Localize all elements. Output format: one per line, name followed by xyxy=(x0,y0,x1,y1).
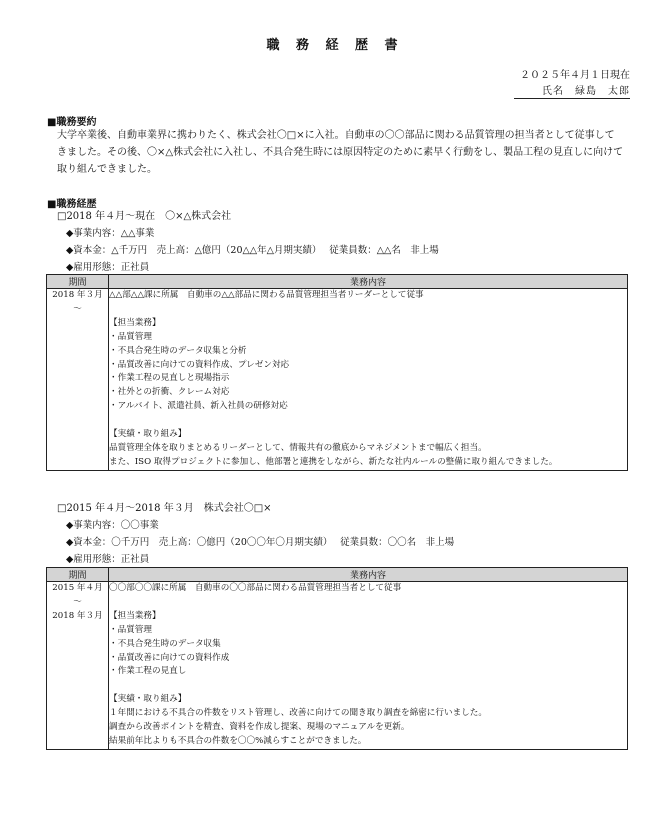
content-line: 〇〇部〇〇課に所属 自動車の〇〇部品に関わる品質管理担当者として従事 xyxy=(109,583,402,593)
content-line: 【実績・取り組み】 xyxy=(109,429,187,440)
content-line: 【担当業務】 xyxy=(109,317,161,328)
document-title: 職 務 経 歴 書 xyxy=(266,38,404,53)
job-business: ◆事業内容：△△事業 xyxy=(66,228,155,239)
period-line: 2018 年３月 xyxy=(52,290,103,300)
content-line: 【実績・取り組み】 xyxy=(109,694,187,705)
job-company: □2018 年４月～現在 〇×△株式会社 xyxy=(57,211,232,222)
period-cell xyxy=(47,289,109,471)
content-cell xyxy=(109,289,628,471)
job-employment: ◆雇用形態：正社員 xyxy=(66,262,150,273)
period-line: 2018 年３月 xyxy=(52,610,103,621)
content-line: また、ISO 取得プロジェクトに参加し、他部署と連携をしながら、新たな社内ルールの整備に取り組んできました。 xyxy=(109,456,558,467)
summary-line: 取り組んできました。 xyxy=(57,164,157,175)
content-cell xyxy=(109,582,628,750)
content-line: △△部△△課に所属 自動車の△△部品に関わる品質管理担当者リーダーとして従事 xyxy=(109,290,424,300)
content-line: ・不具合発生時のデータ収集と分析 xyxy=(109,345,247,356)
content-header: 業務内容 xyxy=(109,275,628,289)
content-line: ・作業工程の見直しと現場指示 xyxy=(109,373,230,384)
content-line xyxy=(109,596,627,610)
content-line: 【担当業務】 xyxy=(109,610,161,621)
summary-line: 大学卒業後、自動車業界に携わりたく、株式会社〇□×に入社。自動車の〇〇部品に関わる品質管理の担当者として従事して xyxy=(57,130,615,141)
summary-text xyxy=(57,127,637,178)
job-capital: ◆資本金：△千万円 売上高：△億円（20△△年△月期実績） 従業員数：△△名 非上場 xyxy=(66,245,439,256)
period-line: ～ xyxy=(73,596,82,607)
content-header: 業務内容 xyxy=(109,568,628,582)
content-line: ・作業工程の見直し xyxy=(109,666,187,677)
content-line: ・アルバイト、派遣社員、新入社員の研修対応 xyxy=(109,401,288,412)
content-line: ・品質管理 xyxy=(109,624,152,635)
content-line: ・社外との折衝、クレーム対応 xyxy=(109,387,230,398)
job-business: ◆事業内容：〇〇事業 xyxy=(66,520,159,531)
content-line: １年間における不具合の件数をリスト管理し、改善に向けての聞き取り調査を綿密に行いました。 xyxy=(109,708,487,719)
summary-heading: ■職務要約 xyxy=(47,117,97,128)
table-header-row xyxy=(47,568,628,582)
job-employment: ◆雇用形態：正社員 xyxy=(66,554,150,565)
job-table xyxy=(46,274,628,471)
job-table xyxy=(46,567,628,750)
content-line: 調査から改善ポイントを精査、資料を作成し提案、現場のマニュアルを更新。 xyxy=(109,722,410,733)
content-line: ・品質改善に向けての資料作成、プレゼン対応 xyxy=(109,359,290,370)
content-line xyxy=(109,414,627,428)
period-cell xyxy=(47,582,109,750)
table-row xyxy=(47,289,628,471)
table-row xyxy=(47,582,628,750)
summary-line: きました。その後、〇×△株式会社に入社し、不具合発生時には原因特定のために素早く行動をし、製品工程の見直しに向けて xyxy=(57,147,624,158)
content-line: 結果前年比よりも不具合の件数を〇〇%減らすことができました。 xyxy=(109,735,367,746)
history-heading: ■職務経歴 xyxy=(47,199,97,210)
applicant-name: 氏名 緑島 太郎 xyxy=(514,82,630,99)
period-header: 期間 xyxy=(47,275,109,289)
document-date: ２０２５年４月１日現在 xyxy=(520,70,630,81)
table-header-row xyxy=(47,275,628,289)
job-company: □2015 年４月～2018 年３月 株式会社〇□× xyxy=(57,503,272,514)
content-line xyxy=(109,303,627,317)
job-capital: ◆資本金：〇千万円 売上高：〇億円（20〇〇年〇月期実績） 従業員数：〇〇名 非上場 xyxy=(66,537,455,548)
period-header: 期間 xyxy=(47,568,109,582)
content-line: ・品質管理 xyxy=(109,331,152,342)
content-line: ・品質改善に向けての資料作成 xyxy=(109,652,230,663)
period-line: 2015 年４月 xyxy=(52,583,103,593)
content-line xyxy=(109,679,627,693)
content-line: ・不具合発生時のデータ収集 xyxy=(109,638,221,649)
period-line: ～ xyxy=(73,303,82,314)
content-line: 品質管理全体を取りまとめるリーダーとして、情報共有の徹底からマネジメントまで幅広く担当。 xyxy=(109,442,487,453)
